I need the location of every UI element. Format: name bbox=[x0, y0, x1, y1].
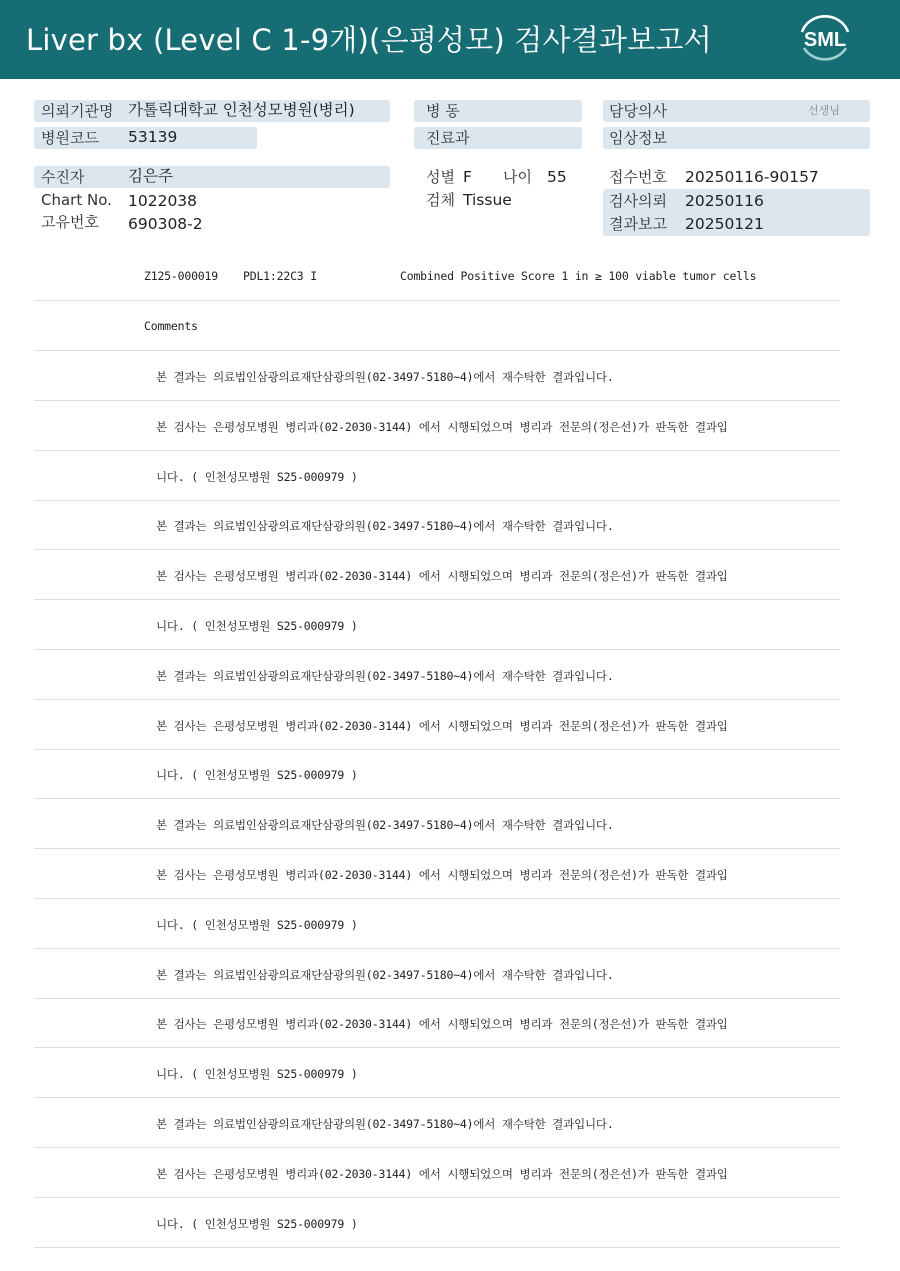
comment-row bbox=[34, 600, 840, 650]
result-row bbox=[34, 251, 840, 301]
request-label: 검사의뢰 bbox=[609, 192, 667, 210]
ward-label: 병 동 bbox=[426, 102, 460, 120]
comment-text: 본 결과는 의료법인삼광의료재단삼광의원(02-3497-5180~4)에서 재수탁한 결과입니다. bbox=[156, 968, 614, 982]
comment-text: 니다. ( 인천성모병원 S25-000979 ) bbox=[156, 1067, 358, 1081]
doctor-suffix: 선생님 bbox=[808, 104, 840, 117]
comment-text: 본 검사는 은평성모병원 병리과(02-2030-3144) 에서 시행되었으며 병리과 전문의(정은선)가 판독한 결과입 bbox=[156, 868, 728, 882]
comment-row bbox=[34, 899, 840, 949]
comment-text: 니다. ( 인천성모병원 S25-000979 ) bbox=[156, 918, 358, 932]
sml-logo bbox=[792, 10, 858, 68]
comment-row bbox=[34, 1098, 840, 1148]
comment-text: 본 결과는 의료법인삼광의료재단삼광의원(02-3497-5180~4)에서 재수탁한 결과입니다. bbox=[156, 818, 614, 832]
comment-text: 본 검사는 은평성모병원 병리과(02-2030-3144) 에서 시행되었으며 병리과 전문의(정은선)가 판독한 결과입 bbox=[156, 1167, 728, 1181]
result-code: Z125-000019 bbox=[144, 269, 218, 283]
dept-label: 진료과 bbox=[426, 129, 470, 147]
comment-text: 본 결과는 의료법인삼광의료재단삼광의원(02-3497-5180~4)에서 재수탁한 결과입니다. bbox=[156, 519, 614, 533]
report-title: Liver bx (Level C 1-9개)(은평성모) 검사결과보고서 bbox=[26, 23, 712, 57]
comments-header-row bbox=[34, 301, 840, 351]
comments-label: Comments bbox=[144, 319, 198, 333]
comment-row bbox=[34, 1048, 840, 1098]
result-finding: Combined Positive Score 1 in ≥ 100 viable tumor cells bbox=[400, 269, 757, 283]
institution-label: 의뢰기관명 bbox=[41, 102, 114, 120]
id-label: 고유번호 bbox=[41, 213, 99, 231]
chart-label: Chart No. bbox=[41, 191, 112, 209]
report-label: 결과보고 bbox=[609, 215, 667, 233]
clinical-label: 임상정보 bbox=[609, 129, 667, 147]
comment-row bbox=[34, 650, 840, 700]
comment-row bbox=[34, 799, 840, 849]
logo-text: SML bbox=[803, 29, 847, 51]
receipt-label: 접수번호 bbox=[609, 168, 667, 186]
patient-label: 수진자 bbox=[41, 168, 85, 186]
comment-row bbox=[34, 401, 840, 451]
patient-pill bbox=[34, 166, 390, 188]
comment-row bbox=[34, 949, 840, 999]
hospital-code-value: 53139 bbox=[128, 128, 178, 146]
comment-row bbox=[34, 700, 840, 750]
comment-text: 본 결과는 의료법인삼광의료재단삼광의원(02-3497-5180~4)에서 재수탁한 결과입니다. bbox=[156, 669, 614, 683]
comment-text: 본 결과는 의료법인삼광의료재단삼광의원(02-3497-5180~4)에서 재수탁한 결과입니다. bbox=[156, 1117, 614, 1131]
specimen-label: 검체 bbox=[426, 191, 455, 209]
patient-value: 김은주 bbox=[128, 167, 173, 185]
comment-row bbox=[34, 550, 840, 600]
chart-value: 1022038 bbox=[128, 192, 198, 210]
comment-row bbox=[34, 749, 840, 799]
comment-row bbox=[34, 351, 840, 401]
comment-text: 니다. ( 인천성모병원 S25-000979 ) bbox=[156, 470, 358, 484]
comment-text: 본 검사는 은평성모병원 병리과(02-2030-3144) 에서 시행되었으며 병리과 전문의(정은선)가 판독한 결과입 bbox=[156, 569, 728, 583]
sex-value: F bbox=[463, 168, 472, 186]
receipt-value: 20250116-90157 bbox=[685, 168, 819, 186]
age-label: 나이 bbox=[503, 168, 532, 186]
sex-label: 성별 bbox=[426, 168, 455, 186]
comment-text: 니다. ( 인천성모병원 S25-000979 ) bbox=[156, 619, 358, 633]
comment-text: 본 검사는 은평성모병원 병리과(02-2030-3144) 에서 시행되었으며 병리과 전문의(정은선)가 판독한 결과입 bbox=[156, 420, 728, 434]
id-value: 690308-2 bbox=[128, 215, 203, 233]
comment-text: 본 결과는 의료법인삼광의료재단삼광의원(02-3497-5180~4)에서 재수탁한 결과입니다. bbox=[156, 370, 614, 384]
comment-row bbox=[34, 1198, 840, 1248]
comment-row bbox=[34, 451, 840, 501]
comment-text: 니다. ( 인천성모병원 S25-000979 ) bbox=[156, 1217, 358, 1231]
comment-text: 본 검사는 은평성모병원 병리과(02-2030-3144) 에서 시행되었으며 병리과 전문의(정은선)가 판독한 결과입 bbox=[156, 719, 728, 733]
comment-text: 본 검사는 은평성모병원 병리과(02-2030-3144) 에서 시행되었으며 병리과 전문의(정은선)가 판독한 결과입 bbox=[156, 1017, 728, 1031]
comment-text: 니다. ( 인천성모병원 S25-000979 ) bbox=[156, 768, 358, 782]
report-header bbox=[0, 0, 900, 79]
specimen-value: Tissue bbox=[463, 191, 512, 209]
report-value: 20250121 bbox=[685, 215, 764, 233]
age-value: 55 bbox=[547, 168, 567, 186]
institution-value: 가톨릭대학교 인천성모병원(병리) bbox=[128, 101, 355, 119]
comment-row bbox=[34, 849, 840, 899]
hospital-code-label: 병원코드 bbox=[41, 129, 99, 147]
request-value: 20250116 bbox=[685, 192, 764, 210]
comment-row bbox=[34, 998, 840, 1048]
comment-row bbox=[34, 1148, 840, 1198]
doctor-label: 담당의사 bbox=[609, 102, 667, 120]
comment-row bbox=[34, 500, 840, 550]
result-test: PDL1:22C3 I bbox=[243, 269, 317, 283]
